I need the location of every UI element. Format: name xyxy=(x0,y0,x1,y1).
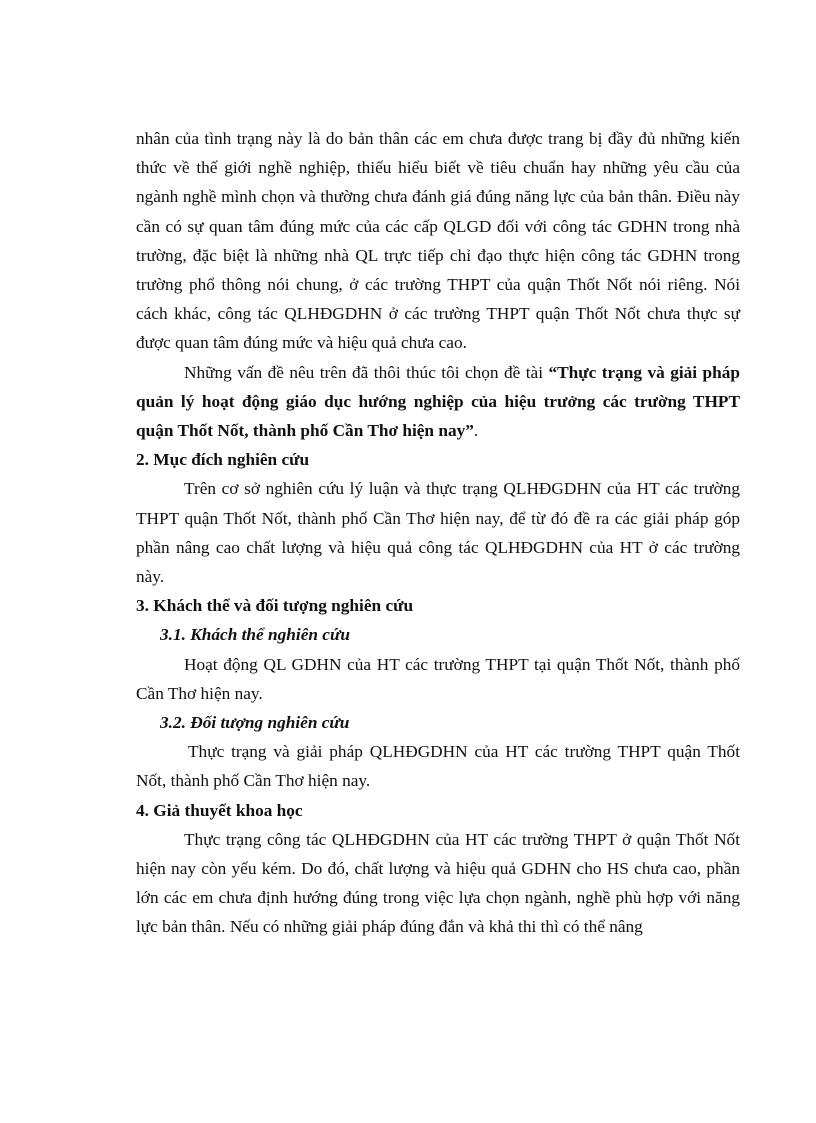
section-3-1-paragraph: Hoạt động QL GDHN của HT các trường THPT tại quận Thốt Nốt, thành phố Cần Thơ hiện nay. xyxy=(136,654,740,703)
section-3-heading: 3. Khách thể và đối tượng nghiên cứu xyxy=(136,596,414,616)
section-3-1-heading: 3.1. Khách thể nghiên cứu xyxy=(160,625,350,645)
topic-title-text: “Thực trạng và giải pháp quản lý hoạt động giáo dục hướng nghiệp của hiệu trưởng các trường THPT quận Thốt Nốt, thành phố Cần Thơ hiện nay” xyxy=(136,362,740,441)
document-page xyxy=(136,124,740,942)
section-4-heading: 4. Giả thuyết khoa học xyxy=(136,800,303,820)
section-3-2-paragraph: Thực trạng và giải pháp QLHĐGDHN của HT các trường THPT quận Thốt Nốt, thành phố Cần Thơ hiện nay. xyxy=(136,742,740,791)
section-3-2-heading: 3.2. Đối tượng nghiên cứu xyxy=(160,713,350,733)
section-4-paragraph: Thực trạng công tác QLHĐGDHN của HT các trường THPT ở quận Thốt Nốt hiện nay còn yếu kém. Do đó, chất lượng và hiệu quả GDHN cho HS chưa cao, phần lớn các em chưa định hướng đúng trong việc lựa chọn ngành, nghề phù hợp với năng lực bản thân. Nếu có những giải pháp đúng đắn và khả thi thì có thể nâng xyxy=(136,829,740,937)
section-2-heading: 2. Mục đích nghiên cứu xyxy=(136,450,310,470)
topic-end-text: . xyxy=(473,421,479,441)
section-2-paragraph: Trên cơ sở nghiên cứu lý luận và thực trạng QLHĐGDHN của HT các trường THPT quận Thốt Nốt, thành phố Cần Thơ hiện nay, để từ đó đề ra các giải pháp góp phần nâng cao chất lượng và hiệu quả công tác QLHĐGDHN của HT ở các trường này. xyxy=(136,479,740,587)
topic-paragraph xyxy=(136,358,740,446)
topic-lead-text: Những vấn đề nêu trên đã thôi thúc tôi chọn đề tài xyxy=(184,362,549,382)
intro-paragraph: nhân của tình trạng này là do bản thân các em chưa được trang bị đầy đủ những kiến thức về thế giới nghề nghiệp, thiếu hiểu biết về tiêu chuẩn hay những yêu cầu của ngành nghề mình chọn và thường chưa đánh giá đúng năng lực của bản thân. Điều này cần có sự quan tâm đúng mức của các cấp QLGD đối với công tác GDHN trong nhà trường, đặc biệt là những nhà QL trực tiếp chỉ đạo thực hiện công tác GDHN trong trường phổ thông nói chung, ở các trường THPT của quận Thốt Nốt nói riêng. Nói cách khác, công tác QLHĐGDHN ở các trường THPT quận Thốt Nốt chưa thực sự được quan tâm đúng mức và hiệu quả chưa cao. xyxy=(136,129,740,353)
